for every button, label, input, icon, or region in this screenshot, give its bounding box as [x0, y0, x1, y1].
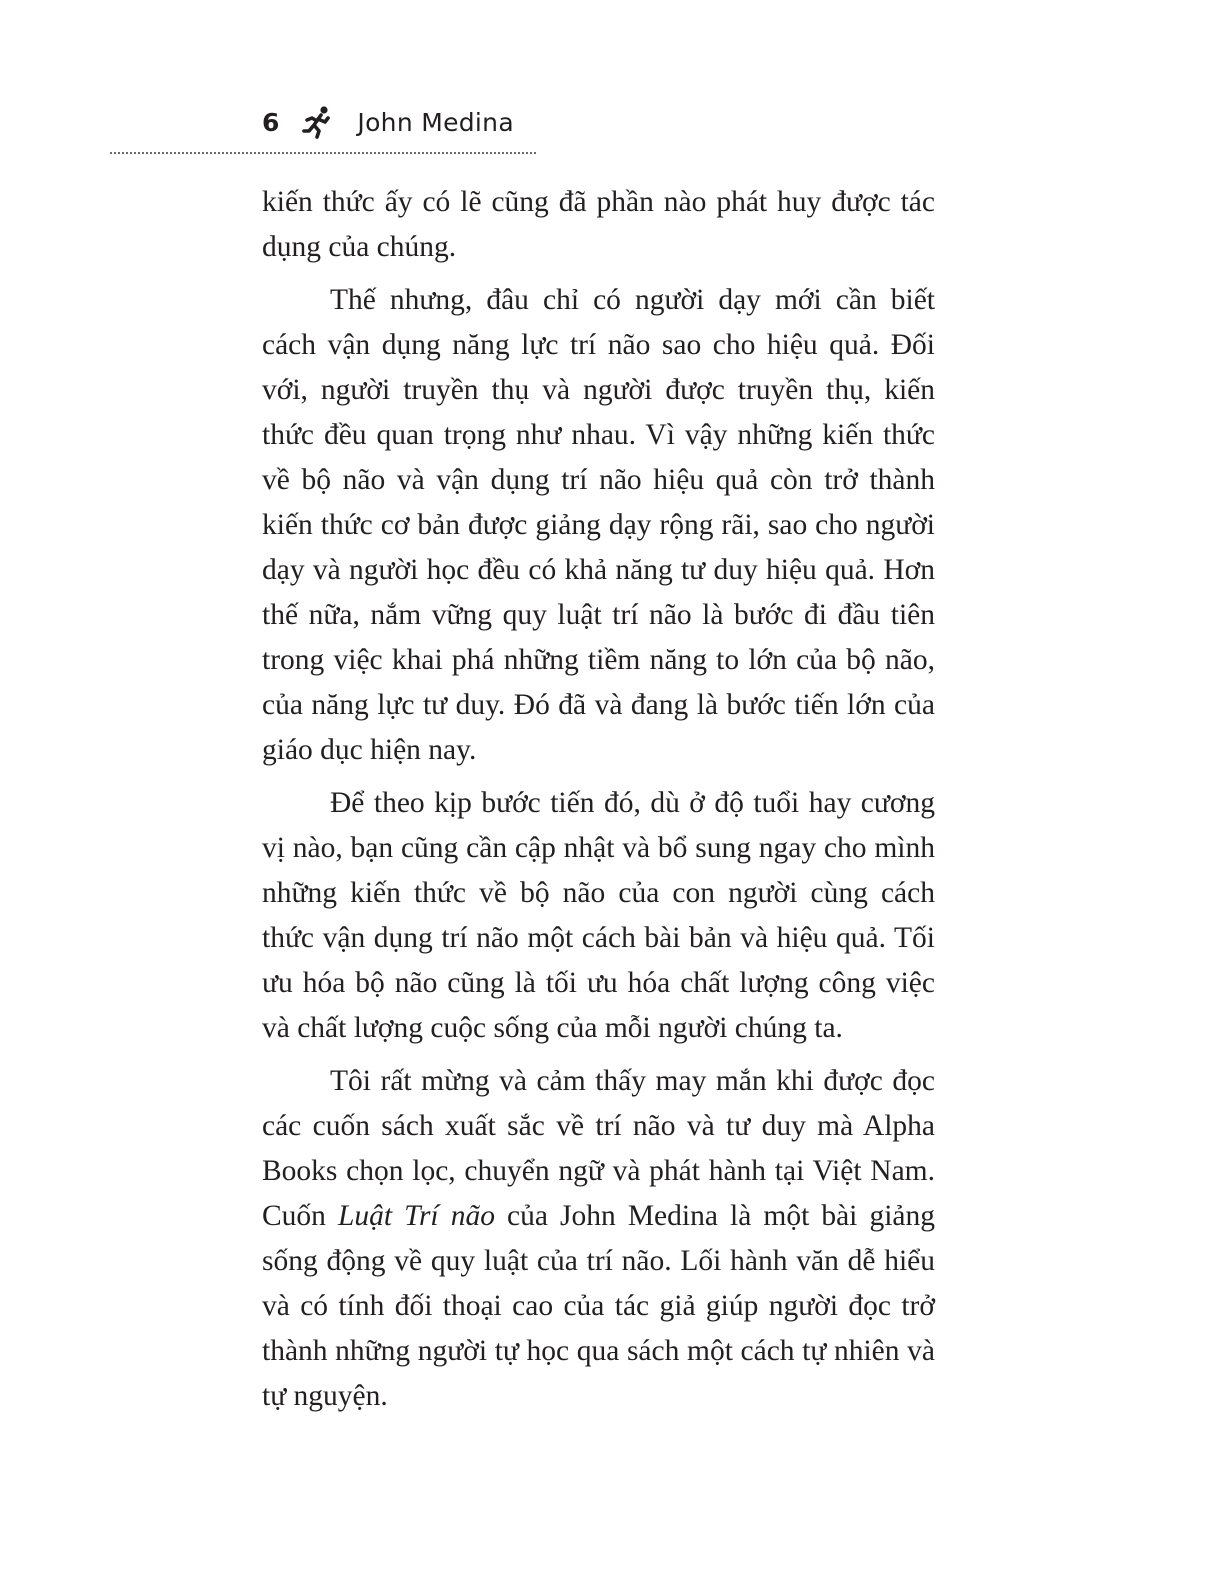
paragraph: Thế nhưng, đâu chỉ có người dạy mới cần biết cách vận dụng năng lực trí não sao cho hiệu quả. Đối với, người truyền thụ và người được truyền thụ, kiến thức đều quan trọng như nhau. Vì vậy những kiến thức về bộ não và vận dụng trí não hiệu quả còn trở thành kiến thức cơ bản được giảng dạy rộng rãi, sao cho người dạy và người học đều có khả năng tư duy hiệu quả. Hơn thế nữa, nắm vững quy luật trí não là bước đi đầu tiên trong việc khai phá những tiềm năng to lớn của bộ não, của năng lực tư duy. Đó đã và đang là bước tiến lớn của giáo dục hiện nay. — [262, 284, 935, 766]
book-title: Luật Trí não — [338, 1200, 495, 1232]
paragraph-text: của John Medina là một bài giảng sống động về quy luật của trí não. Lối hành văn dễ hiểu và có tính đối thoại cao của tác giả giúp người đọc trở thành những người tự học qua sách một cách tự nhiên và tự nguyện. — [262, 1200, 935, 1412]
page-number: 6 — [262, 107, 280, 137]
body-text — [262, 180, 935, 1427]
paragraph — [262, 1059, 935, 1419]
running-person-icon — [301, 105, 335, 139]
running-header — [262, 100, 514, 144]
header-divider — [110, 152, 536, 154]
author-name: John Medina — [357, 107, 514, 137]
paragraph: kiến thức ấy có lẽ cũng đã phần nào phát huy được tác dụng của chúng. — [262, 186, 935, 263]
paragraph-text: Tôi rất mừng và cảm thấy may mắn khi được đọc các cuốn sách xuất sắc về trí não và tư duy mà Alpha Books chọn lọc, chuyển ngữ và phát hành tại Việt Nam. Cuốn — [262, 1065, 935, 1232]
paragraph: Để theo kịp bước tiến đó, dù ở độ tuổi hay cương vị nào, bạn cũng cần cập nhật và bổ sung ngay cho mình những kiến thức về bộ não của con người cùng cách thức vận dụng trí não một cách bài bản và hiệu quả. Tối ưu hóa bộ não cũng là tối ưu hóa chất lượng công việc và chất lượng cuộc sống của mỗi người chúng ta. — [262, 787, 935, 1044]
